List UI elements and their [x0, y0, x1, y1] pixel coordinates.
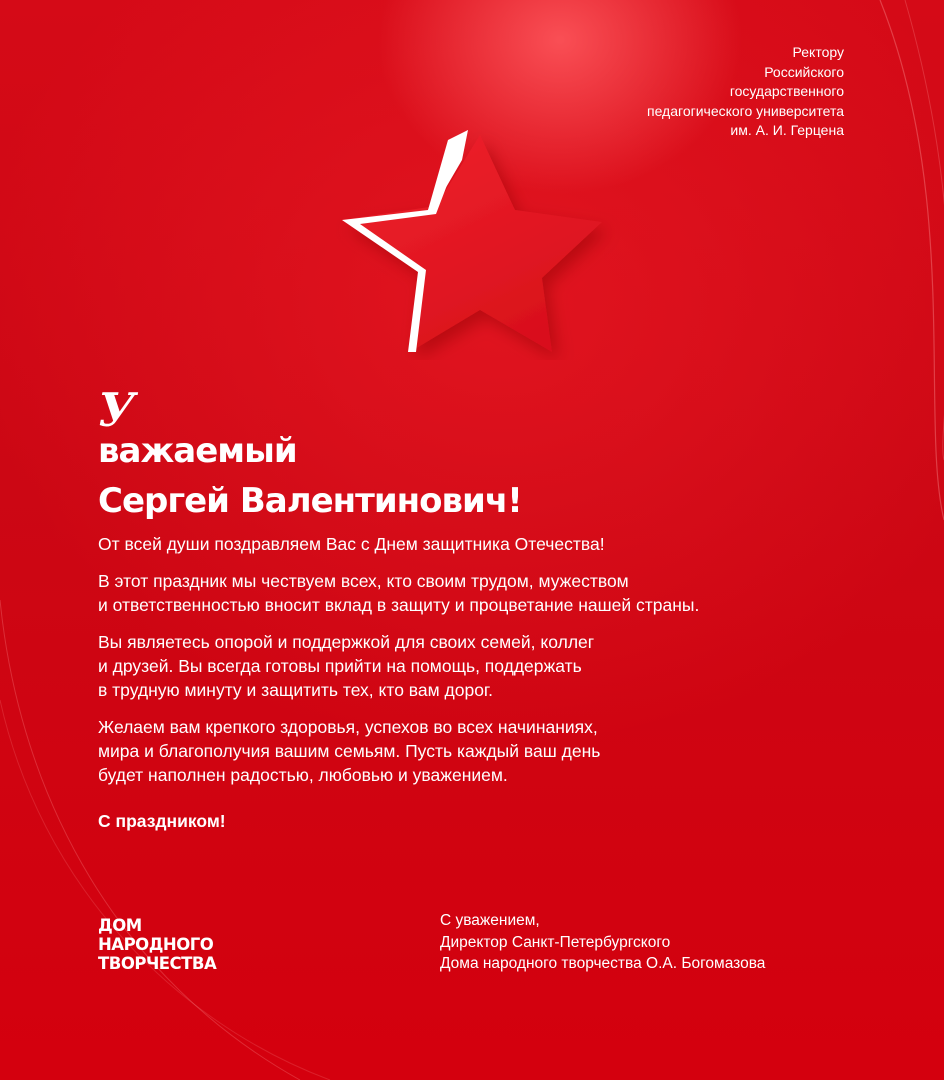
star-icon [330, 120, 620, 360]
paragraph-line: Желаем вам крепкого здоровья, успехов во всех начинаниях, [98, 717, 598, 737]
paragraph-line: В этот праздник мы чествуем всех, кто своим трудом, мужеством [98, 571, 629, 591]
greeting-line-2: Сергей Валентинович! [98, 481, 522, 521]
greeting-line-1-rest: важаемый [98, 431, 297, 471]
recipient-line: Ректору [792, 44, 844, 60]
signature-line: С уважением, [440, 912, 540, 929]
greeting-title [98, 383, 522, 526]
recipient-line: им. А. И. Герцена [730, 122, 844, 138]
signature-line: Директор Санкт-Петербургского [440, 933, 671, 951]
organization-logo [98, 916, 216, 973]
logo-line: ДОМ [98, 916, 142, 935]
signature-line: Дома народного творчества О.А. Богомазова [440, 955, 766, 972]
paragraph-line: в трудную минуту и защитить тех, кто вам дорог. [98, 680, 494, 700]
paragraph-line: и ответственностью вносит вклад в защиту и процветание нашей страны. [98, 595, 700, 615]
paragraph-1 [98, 532, 798, 556]
paragraph-line: Вы являетесь опорой и поддержкой для своих семей, коллег [98, 632, 595, 652]
paragraph-line: и друзей. Вы всегда готовы прийти на помощь, поддержать [98, 656, 582, 676]
paragraph-line: будет наполнен радостью, любовью и уважением. [98, 765, 508, 785]
logo-line: ТВОРЧЕСТВА [98, 954, 217, 973]
paragraph-3 [98, 630, 798, 702]
closing-line: С праздником! [98, 811, 226, 831]
greeting-initial: У [98, 383, 135, 437]
paragraph-2 [98, 569, 798, 617]
paragraph-line: От всей души поздравляем Вас с Днем защитника Отечества! [98, 534, 605, 554]
paragraph-4 [98, 715, 798, 787]
recipient-line: Российского [764, 63, 844, 80]
recipient-line: государственного [729, 83, 844, 99]
logo-line: НАРОДНОГО [98, 935, 214, 954]
recipient-line: педагогического университета [647, 102, 844, 119]
signature-block [440, 910, 860, 975]
paragraph-line: мира и благополучия вашим семьям. Пусть каждый ваш день [98, 741, 601, 761]
greeting-line-1 [98, 383, 522, 476]
letter-body [98, 532, 798, 846]
